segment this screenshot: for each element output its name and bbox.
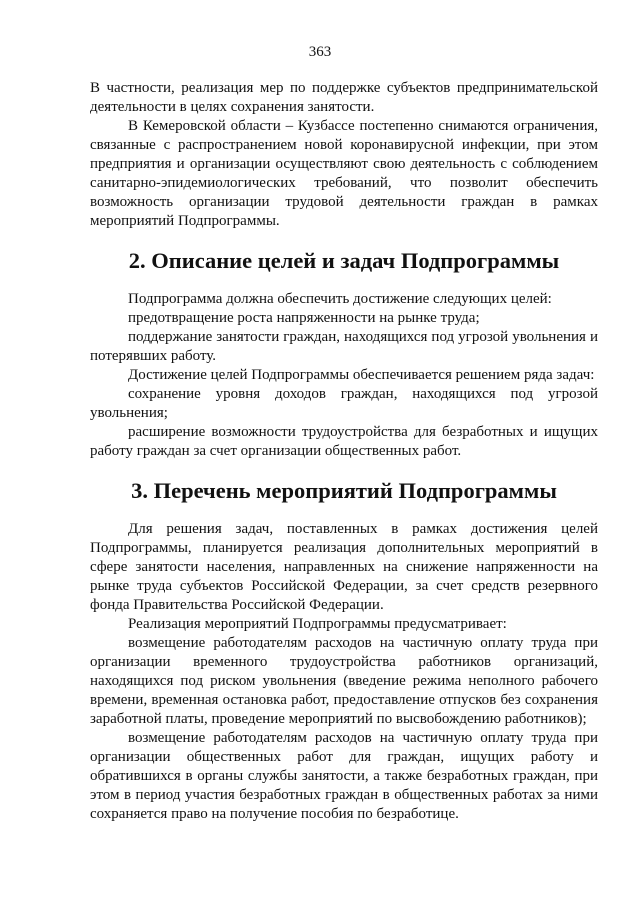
section-2-heading: 2. Описание целей и задач Подпрограммы [128, 248, 560, 273]
section-2-paragraph: поддержание занятости граждан, находящихся под угрозой увольнения и потерявших работу. [90, 329, 598, 364]
intro-paragraph-1: В частности, реализация мер по поддержке субъектов предпринимательской деятельности в целях сохранения занятости. [90, 80, 598, 115]
section-2-paragraph: Подпрограмма должна обеспечить достижение следующих целей: [128, 291, 552, 307]
section-3-paragraph: Реализация мероприятий Подпрограммы предусматривает: [128, 616, 507, 632]
section-3-paragraph: возмещение работодателям расходов на частичную оплату труда при организации временного трудоустройства работников организаций, находящихся под риском увольнения (введение режима неполного рабочего времени, временная остановка работ, предоставление отпусков без сохранения заработной платы, проведение мероприятий по высвобождению работников); [90, 635, 598, 727]
section-2-paragraph: предотвращение роста напряженности на рынке труда; [128, 310, 480, 326]
section-3-paragraph: Для решения задач, поставленных в рамках достижения целей Подпрограммы, планируется реализация дополнительных мероприятий в сфере занятости населения, направленных на снижение напряженности на рынке труда субъектов Российской Федерации, за счет средств резервного фонда Правительства Российской Федерации. [90, 521, 598, 613]
section-2-paragraph: Достижение целей Подпрограммы обеспечивается решением ряда задач: [128, 367, 595, 383]
page-number: 363 [308, 44, 332, 60]
section-2-paragraph: сохранение уровня доходов граждан, находящихся под угрозой увольнения; [90, 386, 598, 421]
section-3-body [90, 520, 598, 824]
section-2-paragraph: расширение возможности трудоустройства для безработных и ищущих работу граждан за счет организации общественных работ. [90, 424, 598, 459]
intro-paragraph-2: В Кемеровской области – Кузбассе постепенно снимаются ограничения, связанные с распространением новой коронавирусной инфекции, при этом предприятия и организации осуществляют свою деятельность с соблюдением санитарно-эпидемиологических требований, что позволит обеспечить возможность организации трудовой деятельности граждан в рамках мероприятий Подпрограммы. [90, 118, 598, 229]
section-2-body [90, 290, 598, 461]
section-3-paragraph: возмещение работодателям расходов на частичную оплату труда при организации общественных работ для граждан, ищущих работу и обратившихся в органы службы занятости, а также безработных граждан, при этом в период участия безработных граждан в общественных работах за ними сохраняется право на получение пособия по безработице. [90, 730, 598, 822]
section-3-heading: 3. Перечень мероприятий Подпрограммы [131, 478, 557, 503]
document-body [90, 79, 598, 824]
